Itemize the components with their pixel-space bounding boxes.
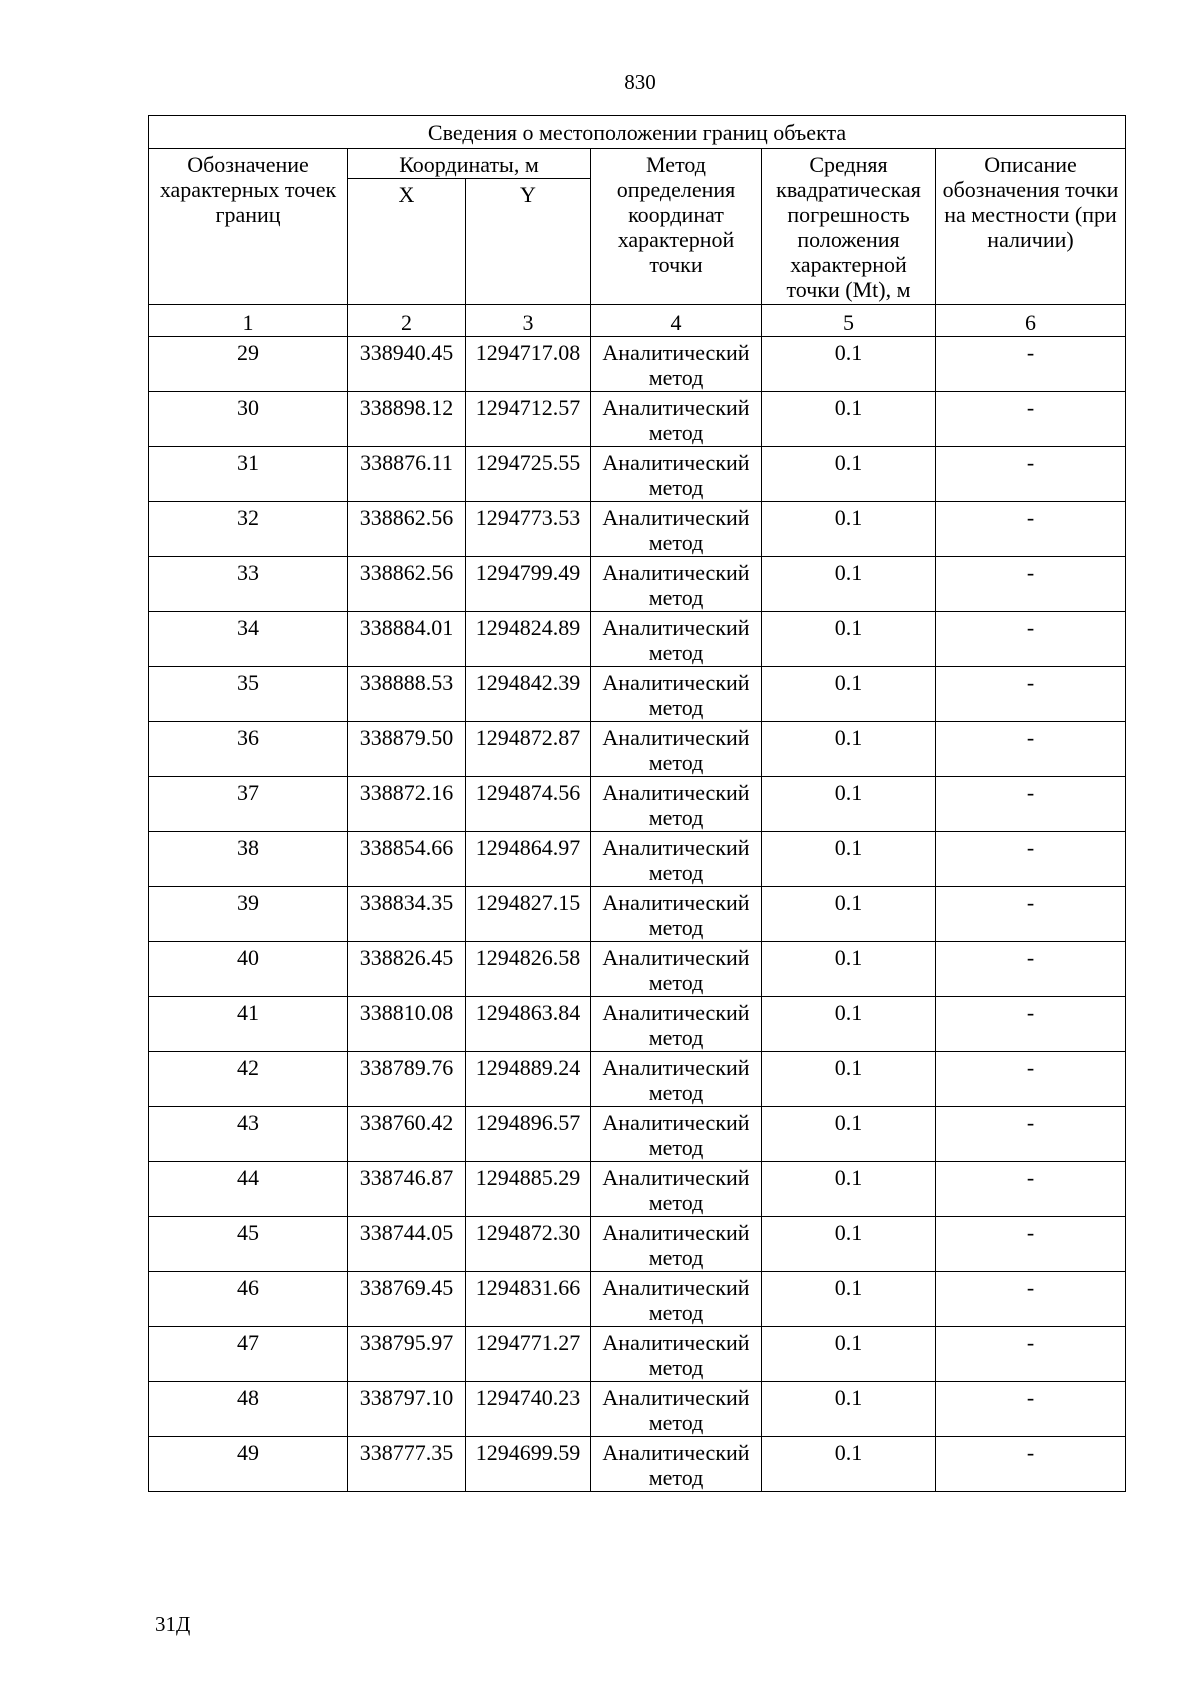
cell-method: Аналитический метод: [591, 1217, 762, 1272]
cell-y: 1294831.66: [466, 1272, 591, 1327]
table-row: [149, 337, 1126, 392]
page-number: 830: [624, 70, 656, 94]
cell-method: Аналитический метод: [591, 1107, 762, 1162]
table-row: [149, 722, 1126, 777]
cell-method: Аналитический метод: [591, 667, 762, 722]
cell-point: 37: [149, 777, 348, 832]
cell-x: 338854.66: [348, 832, 466, 887]
cell-y: 1294771.27: [466, 1327, 591, 1382]
cell-y: 1294725.55: [466, 447, 591, 502]
header-coords: Координаты, м: [348, 149, 591, 179]
column-numbers-row: [149, 305, 1126, 337]
table-row: [149, 832, 1126, 887]
cell-x: 338760.42: [348, 1107, 466, 1162]
header-row: [149, 149, 1126, 179]
cell-y: 1294872.87: [466, 722, 591, 777]
cell-description: -: [936, 777, 1126, 832]
cell-error: 0.1: [762, 1052, 936, 1107]
cell-point: 34: [149, 612, 348, 667]
cell-method: Аналитический метод: [591, 447, 762, 502]
cell-x: 338834.35: [348, 887, 466, 942]
cell-description: -: [936, 1272, 1126, 1327]
cell-method: Аналитический метод: [591, 337, 762, 392]
cell-y: 1294863.84: [466, 997, 591, 1052]
cell-point: 38: [149, 832, 348, 887]
table-row: [149, 447, 1126, 502]
table-row: [149, 997, 1126, 1052]
cell-method: Аналитический метод: [591, 1327, 762, 1382]
cell-y: 1294717.08: [466, 337, 591, 392]
cell-x: 338746.87: [348, 1162, 466, 1217]
cell-point: 30: [149, 392, 348, 447]
cell-description: -: [936, 337, 1126, 392]
cell-error: 0.1: [762, 1437, 936, 1492]
cell-method: Аналитический метод: [591, 1437, 762, 1492]
table-row: [149, 502, 1126, 557]
header-description: Описание обозначения точки на местности (при наличии): [936, 149, 1126, 305]
cell-description: -: [936, 1217, 1126, 1272]
cell-x: 338898.12: [348, 392, 466, 447]
cell-description: -: [936, 832, 1126, 887]
cell-error: 0.1: [762, 447, 936, 502]
cell-method: Аналитический метод: [591, 777, 762, 832]
cell-point: 47: [149, 1327, 348, 1382]
cell-error: 0.1: [762, 1272, 936, 1327]
table-row: [149, 887, 1126, 942]
cell-y: 1294712.57: [466, 392, 591, 447]
cell-x: 338810.08: [348, 997, 466, 1052]
cell-method: Аналитический метод: [591, 832, 762, 887]
cell-x: 338769.45: [348, 1272, 466, 1327]
table-row: [149, 1382, 1126, 1437]
cell-x: 338940.45: [348, 337, 466, 392]
table-row: [149, 1327, 1126, 1382]
cell-error: 0.1: [762, 1162, 936, 1217]
cell-point: 40: [149, 942, 348, 997]
cell-error: 0.1: [762, 1217, 936, 1272]
cell-x: 338884.01: [348, 612, 466, 667]
table-row: [149, 777, 1126, 832]
table-row: [149, 557, 1126, 612]
cell-description: -: [936, 887, 1126, 942]
cell-error: 0.1: [762, 777, 936, 832]
cell-description: -: [936, 502, 1126, 557]
cell-y: 1294773.53: [466, 502, 591, 557]
cell-x: 338777.35: [348, 1437, 466, 1492]
cell-x: 338876.11: [348, 447, 466, 502]
column-number: 2: [348, 305, 466, 337]
cell-error: 0.1: [762, 832, 936, 887]
cell-point: 33: [149, 557, 348, 612]
cell-y: 1294874.56: [466, 777, 591, 832]
header-error: Средняя квадратическая погрешность положения характерной точки (Mt), м: [762, 149, 936, 305]
cell-point: 44: [149, 1162, 348, 1217]
cell-method: Аналитический метод: [591, 392, 762, 447]
cell-description: -: [936, 1052, 1126, 1107]
cell-point: 46: [149, 1272, 348, 1327]
header-x: X: [348, 179, 466, 305]
table-row: [149, 1437, 1126, 1492]
table-row: [149, 1272, 1126, 1327]
cell-y: 1294885.29: [466, 1162, 591, 1217]
cell-description: -: [936, 722, 1126, 777]
column-number: 3: [466, 305, 591, 337]
cell-y: 1294827.15: [466, 887, 591, 942]
cell-description: -: [936, 392, 1126, 447]
cell-error: 0.1: [762, 392, 936, 447]
cell-error: 0.1: [762, 722, 936, 777]
cell-description: -: [936, 447, 1126, 502]
cell-error: 0.1: [762, 667, 936, 722]
cell-description: -: [936, 997, 1126, 1052]
column-number: 4: [591, 305, 762, 337]
cell-y: 1294864.97: [466, 832, 591, 887]
cell-y: 1294842.39: [466, 667, 591, 722]
cell-y: 1294799.49: [466, 557, 591, 612]
cell-error: 0.1: [762, 942, 936, 997]
cell-error: 0.1: [762, 887, 936, 942]
cell-y: 1294889.24: [466, 1052, 591, 1107]
cell-method: Аналитический метод: [591, 1052, 762, 1107]
cell-description: -: [936, 942, 1126, 997]
table-row: [149, 392, 1126, 447]
cell-method: Аналитический метод: [591, 1272, 762, 1327]
cell-method: Аналитический метод: [591, 997, 762, 1052]
cell-point: 42: [149, 1052, 348, 1107]
cell-error: 0.1: [762, 557, 936, 612]
cell-point: 29: [149, 337, 348, 392]
cell-description: -: [936, 1327, 1126, 1382]
cell-point: 35: [149, 667, 348, 722]
cell-x: 338795.97: [348, 1327, 466, 1382]
cell-error: 0.1: [762, 1327, 936, 1382]
cell-point: 31: [149, 447, 348, 502]
cell-point: 39: [149, 887, 348, 942]
cell-x: 338879.50: [348, 722, 466, 777]
cell-x: 338744.05: [348, 1217, 466, 1272]
cell-error: 0.1: [762, 612, 936, 667]
cell-point: 41: [149, 997, 348, 1052]
cell-method: Аналитический метод: [591, 612, 762, 667]
cell-point: 45: [149, 1217, 348, 1272]
table-title-row: [149, 116, 1126, 149]
cell-y: 1294699.59: [466, 1437, 591, 1492]
table-row: [149, 667, 1126, 722]
table-row: [149, 1162, 1126, 1217]
cell-x: 338872.16: [348, 777, 466, 832]
cell-method: Аналитический метод: [591, 502, 762, 557]
cell-x: 338789.76: [348, 1052, 466, 1107]
cell-y: 1294896.57: [466, 1107, 591, 1162]
cell-error: 0.1: [762, 337, 936, 392]
table-row: [149, 612, 1126, 667]
cell-method: Аналитический метод: [591, 1162, 762, 1217]
cell-method: Аналитический метод: [591, 722, 762, 777]
cell-error: 0.1: [762, 997, 936, 1052]
cell-y: 1294826.58: [466, 942, 591, 997]
cell-method: Аналитический метод: [591, 942, 762, 997]
column-number: 6: [936, 305, 1126, 337]
cell-x: 338826.45: [348, 942, 466, 997]
cell-error: 0.1: [762, 502, 936, 557]
cell-error: 0.1: [762, 1382, 936, 1437]
cell-method: Аналитический метод: [591, 1382, 762, 1437]
cell-point: 43: [149, 1107, 348, 1162]
table-title: Сведения о местоположении границ объекта: [149, 116, 1126, 149]
cell-y: 1294824.89: [466, 612, 591, 667]
cell-point: 32: [149, 502, 348, 557]
footer-code: 31Д: [155, 1612, 191, 1636]
cell-x: 338862.56: [348, 502, 466, 557]
cell-point: 36: [149, 722, 348, 777]
cell-point: 49: [149, 1437, 348, 1492]
cell-error: 0.1: [762, 1107, 936, 1162]
cell-description: -: [936, 667, 1126, 722]
cell-y: 1294740.23: [466, 1382, 591, 1437]
header-point: Обозначение характерных точек границ: [149, 149, 348, 305]
header-method: Метод определения координат характерной точки: [591, 149, 762, 305]
header-y: Y: [466, 179, 591, 305]
cell-description: -: [936, 1437, 1126, 1492]
cell-description: -: [936, 557, 1126, 612]
cell-x: 338888.53: [348, 667, 466, 722]
cell-point: 48: [149, 1382, 348, 1437]
cell-x: 338862.56: [348, 557, 466, 612]
cell-method: Аналитический метод: [591, 557, 762, 612]
table-row: [149, 1052, 1126, 1107]
column-number: 5: [762, 305, 936, 337]
cell-description: -: [936, 1382, 1126, 1437]
table-row: [149, 1107, 1126, 1162]
table-body: [149, 116, 1126, 1492]
table-row: [149, 942, 1126, 997]
table-row: [149, 1217, 1126, 1272]
cell-method: Аналитический метод: [591, 887, 762, 942]
column-number: 1: [149, 305, 348, 337]
boundary-points-table: [148, 115, 1126, 1492]
cell-x: 338797.10: [348, 1382, 466, 1437]
cell-y: 1294872.30: [466, 1217, 591, 1272]
cell-description: -: [936, 1162, 1126, 1217]
cell-description: -: [936, 1107, 1126, 1162]
cell-description: -: [936, 612, 1126, 667]
